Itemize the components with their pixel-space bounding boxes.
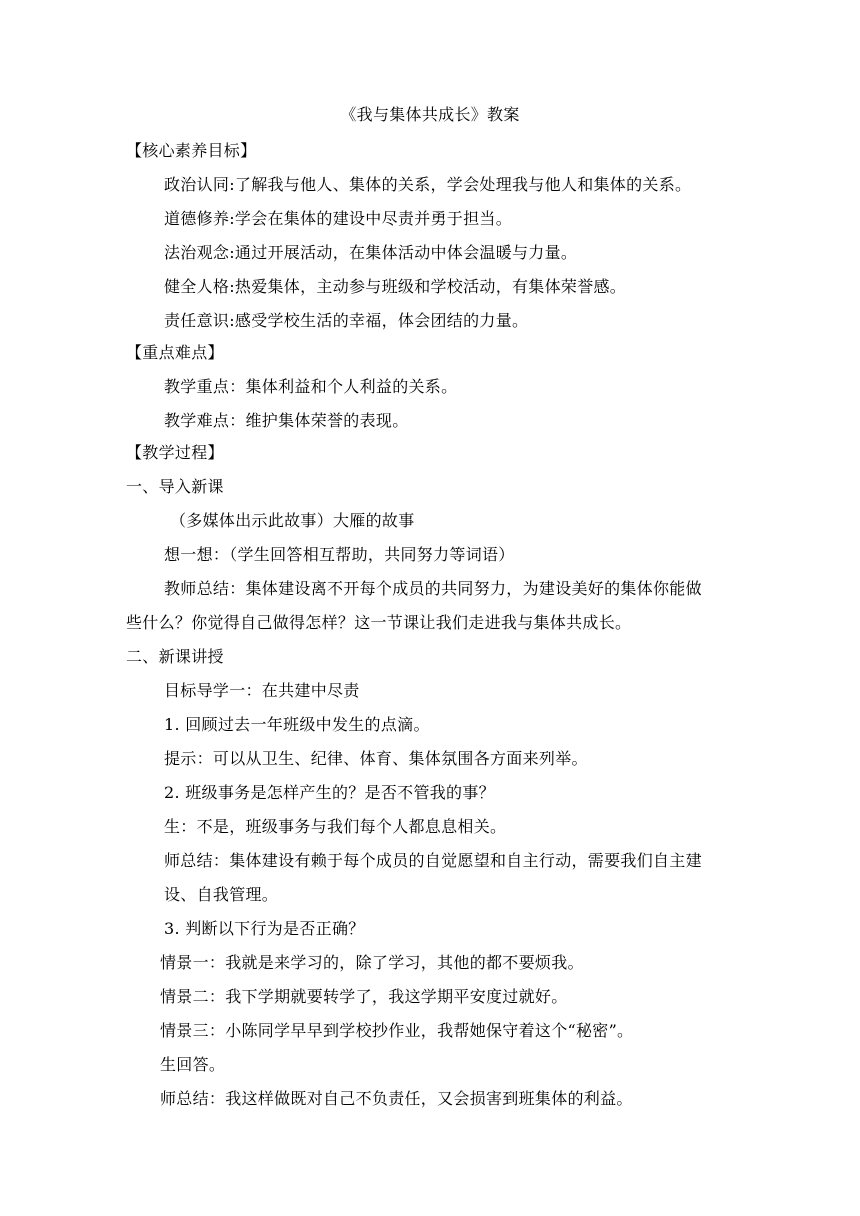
goal-item-law: 法治观念:通过开展活动，在集体活动中体会温暖与力量。 — [164, 243, 578, 262]
part2-question-3: 3. 判断以下行为是否正确？ — [164, 919, 365, 938]
part2-heading: 二、新课讲授 — [126, 647, 224, 666]
goal-item-personality: 健全人格:热爱集体，主动参与班级和学校活动，有集体荣誉感。 — [164, 277, 627, 296]
part2-scene-1: 情景一：我就是来学习的，除了学习，其他的都不要烦我。 — [160, 953, 584, 972]
part2-question-1: 1. 回顾过去一年班级中发生的点滴。 — [164, 715, 430, 734]
key-point-focus: 教学重点：集体利益和个人利益的关系。 — [164, 377, 458, 396]
part2-answer: 生：不是，班级事务与我们每个人都息息相关。 — [164, 817, 507, 836]
part1-summary-line1: 教师总结：集体建设离不开每个成员的共同努力，为建设美好的集体你能做 — [164, 579, 702, 598]
part2-reply: 生回答。 — [160, 1055, 226, 1074]
part2-summary1-line2: 设、自我管理。 — [164, 885, 279, 904]
goal-item-political: 政治认同:了解我与他人、集体的关系，学会处理我与他人和集体的关系。 — [164, 175, 692, 194]
part1-think: 想一想：（学生回答相互帮助，共同努力等词语） — [164, 545, 515, 564]
goal-item-responsibility: 责任意识:感受学校生活的幸福，体会团结的力量。 — [164, 311, 529, 330]
goal-item-moral: 道德修养:学会在集体的建设中尽责并勇于担当。 — [164, 209, 512, 228]
part2-scene-2: 情景二：我下学期就要转学了，我这学期平安度过就好。 — [160, 987, 568, 1006]
section-heading-key-points: 【重点难点】 — [126, 343, 224, 362]
section-heading-process: 【教学过程】 — [126, 443, 224, 462]
key-point-difficulty: 教学难点：维护集体荣誉的表现。 — [164, 411, 409, 430]
part2-summary2: 师总结：我这样做既对自己不负责任，又会损害到班集体的利益。 — [160, 1089, 633, 1108]
section-heading-core-goals: 【核心素养目标】 — [126, 141, 257, 160]
document-title: 《我与集体共成长》教案 — [340, 105, 520, 124]
part2-goal: 目标导学一：在共建中尽责 — [164, 681, 360, 700]
part2-scene-3: 情景三：小陈同学早早到学校抄作业，我帮她保守着这个“秘密”。 — [160, 1021, 634, 1040]
part2-question-2: 2. 班级事务是怎样产生的？是否不管我的事？ — [164, 783, 495, 802]
part2-summary1-line1: 师总结：集体建设有赖于每个成员的自觉愿望和自主行动，需要我们自主建 — [164, 851, 702, 870]
part2-hint: 提示：可以从卫生、纪律、体育、集体氛围各方面来列举。 — [164, 749, 588, 768]
part1-heading: 一、导入新课 — [126, 477, 224, 496]
part1-summary-line2: 些什么？你觉得自己做得怎样？这一节课让我们走进我与集体共成长。 — [126, 613, 632, 632]
part1-story: （多媒体出示此故事）大雁的故事 — [170, 511, 415, 530]
